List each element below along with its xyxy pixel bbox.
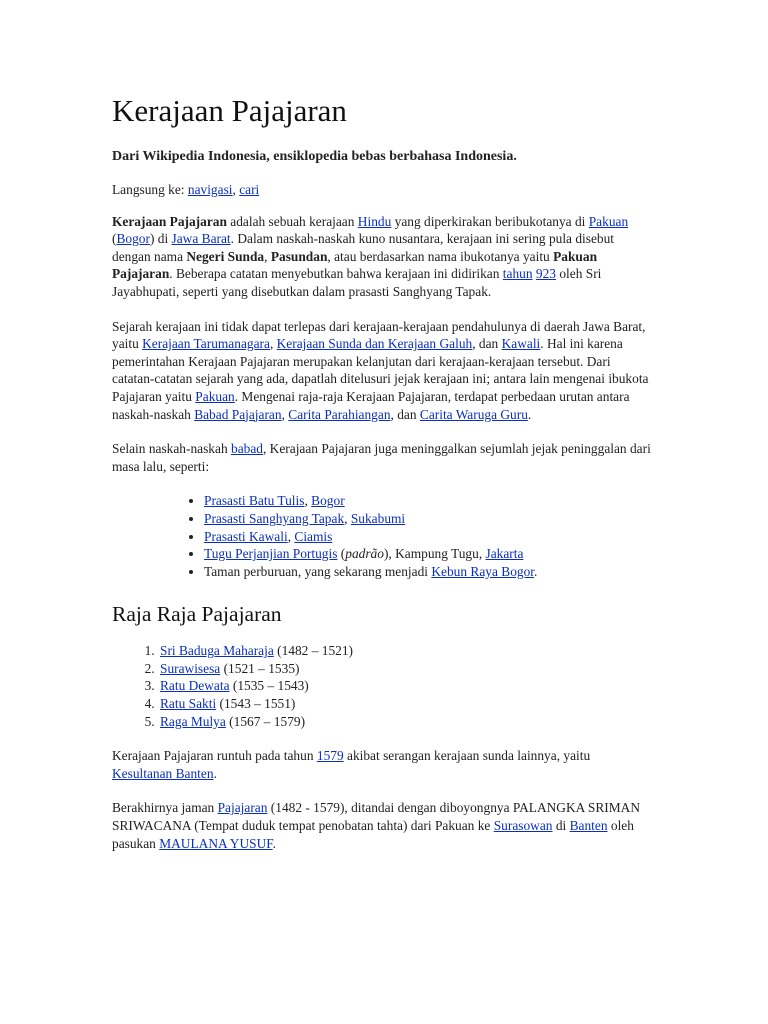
- years: (1543 – 1551): [216, 696, 296, 712]
- list-item: [158, 660, 652, 678]
- text: ,: [281, 406, 289, 422]
- text: .: [527, 406, 532, 422]
- text: , dan: [472, 336, 502, 352]
- link-maulana-yusuf[interactable]: MAULANA YUSUF: [159, 835, 273, 851]
- link-kerajaan-sunda-galuh[interactable]: Kerajaan Sunda dan Kerajaan Galuh: [276, 336, 473, 352]
- text: ,: [264, 248, 271, 264]
- text: . Dalam naskah-naskah kuno nusantara, kerajaan ini sering pula disebut dengan nama: [112, 231, 615, 264]
- jump-to-line: [112, 181, 652, 199]
- bold-term: Pakuan Pajajaran: [112, 248, 598, 282]
- link-pakuan[interactable]: Pakuan: [195, 388, 235, 404]
- link-bogor[interactable]: Bogor: [311, 493, 345, 509]
- list-item: [204, 545, 652, 563]
- link-jawa-barat[interactable]: Jawa Barat: [171, 231, 231, 247]
- text: .: [534, 563, 538, 579]
- text: . Mengenai raja-raja Kerajaan Pajajaran, terdapat perbedaan urutan antara naskah-naskah: [112, 388, 630, 422]
- search-link[interactable]: cari: [239, 182, 260, 197]
- link-bogor[interactable]: Bogor: [116, 231, 150, 247]
- text: ) di: [149, 231, 172, 247]
- link-sri-baduga-maharaja[interactable]: Sri Baduga Maharaja: [160, 643, 274, 659]
- relics-list: [112, 492, 652, 580]
- link-pajajaran[interactable]: Pajajaran: [217, 800, 268, 816]
- relics-paragraph: [112, 440, 652, 475]
- text: Kerajaan Pajajaran runtuh pada tahun: [112, 748, 317, 764]
- link-tugu-perjanjian-portugis[interactable]: Tugu Perjanjian Portugis: [204, 546, 338, 562]
- link-tahun[interactable]: tahun: [502, 266, 533, 282]
- text: yang diperkirakan beribukotanya di: [391, 213, 589, 229]
- text: Taman perburuan, yang sekarang menjadi: [204, 563, 432, 579]
- text: . Hal ini karena pemerintahan Kerajaan Pajajaran merupakan kelanjutan dari kerajaan-kerajaan tersebut. Dari catatan-catatan sejarah yang ada, dapatlah ditelusuri jejak kerajaan ini; antara lain mengenai ibukota Pajajaran yaitu: [112, 336, 649, 404]
- text: ,: [269, 336, 277, 352]
- link-ciamis[interactable]: Ciamis: [294, 528, 333, 544]
- text: adalah sebuah kerajaan: [226, 213, 358, 229]
- kings-list: [112, 642, 652, 730]
- text: , dan: [390, 406, 420, 422]
- text: ,: [344, 510, 351, 526]
- bold-term: Kerajaan Pajajaran: [112, 213, 227, 229]
- text: Berakhirnya jaman: [112, 800, 218, 816]
- link-ratu-sakti[interactable]: Ratu Sakti: [160, 696, 217, 712]
- text: (: [112, 231, 117, 247]
- years: (1521 – 1535): [220, 660, 300, 676]
- link-carita-parahiangan[interactable]: Carita Parahiangan: [288, 406, 391, 422]
- text: .: [213, 765, 217, 781]
- link-prasasti-batu-tulis[interactable]: Prasasti Batu Tulis: [204, 493, 305, 509]
- link-carita-waruga-guru[interactable]: Carita Waruga Guru: [419, 406, 528, 422]
- text: ,: [304, 493, 312, 509]
- link-babad[interactable]: babad: [231, 441, 263, 457]
- text: oleh pasukan: [112, 818, 634, 851]
- years: (1535 – 1543): [229, 678, 309, 694]
- link-jakarta[interactable]: Jakarta: [485, 546, 524, 562]
- text: Sejarah kerajaan ini tidak dapat terlepas dari kerajaan-kerajaan pendahulunya di daerah Jawa Barat, yaitu: [112, 318, 646, 352]
- list-item: [158, 642, 652, 660]
- page-title: Kerajaan Pajajaran: [112, 93, 347, 128]
- text: akibat serangan kerajaan sunda lainnya, yaitu: [343, 748, 591, 764]
- separator: ,: [232, 182, 240, 197]
- link-babad-pajajaran[interactable]: Babad Pajajaran: [194, 406, 282, 422]
- list-item: [204, 563, 652, 581]
- link-banten[interactable]: Banten: [569, 818, 608, 834]
- bold-term: Negeri Sunda: [186, 248, 265, 264]
- text: . Beberapa catatan menyebutkan bahwa kerajaan ini didirikan: [169, 266, 503, 282]
- list-item: [204, 510, 652, 528]
- text: di: [552, 818, 570, 834]
- site-tagline: Dari Wikipedia Indonesia, ensiklopedia bebas berbahasa Indonesia.: [112, 149, 517, 164]
- link-1579[interactable]: 1579: [316, 748, 344, 764]
- text: ), Kampung Tugu,: [383, 546, 486, 562]
- link-raga-mulya[interactable]: Raga Mulya: [160, 713, 226, 729]
- link-kawali[interactable]: Kawali: [501, 336, 541, 352]
- link-kerajaan-tarumanagara[interactable]: Kerajaan Tarumanagara: [142, 336, 270, 352]
- link-923[interactable]: 923: [535, 266, 556, 282]
- text: ,: [287, 528, 295, 544]
- text: , Kerajaan Pajajaran juga meninggalkan sejumlah jejak peninggalan dari masa lalu, seperti:: [112, 441, 651, 474]
- end-paragraph: [112, 799, 652, 852]
- fall-paragraph: [112, 747, 652, 782]
- history-paragraph: [112, 318, 652, 424]
- link-surawisesa[interactable]: Surawisesa: [160, 660, 221, 676]
- text: (1482 - 1579), ditandai dengan diboyongnya PALANGKA SRIMAN SRIWACANA (Tempat duduk tempat penobatan tahta) dari Pakuan ke: [112, 800, 640, 834]
- link-prasasti-kawali[interactable]: Prasasti Kawali: [204, 528, 288, 544]
- list-item: [158, 677, 652, 695]
- link-pakuan[interactable]: Pakuan: [588, 213, 629, 229]
- text: (: [337, 546, 346, 562]
- navigation-link[interactable]: navigasi: [187, 182, 233, 197]
- link-ratu-dewata[interactable]: Ratu Dewata: [160, 678, 230, 694]
- text: oleh Sri Jayabhupati, seperti yang disebutkan dalam prasasti Sanghyang Tapak.: [112, 266, 602, 299]
- list-item: [204, 528, 652, 546]
- link-sukabumi[interactable]: Sukabumi: [350, 510, 406, 526]
- text: , atau berdasarkan nama ibukotanya yaitu: [327, 248, 554, 264]
- jump-prefix: Langsung ke:: [112, 182, 188, 197]
- text: .: [272, 835, 276, 851]
- list-item: [158, 695, 652, 713]
- years: (1482 – 1521): [273, 643, 354, 659]
- link-prasasti-sanghyang-tapak[interactable]: Prasasti Sanghyang Tapak: [204, 510, 345, 526]
- italic-term: padrão: [345, 546, 384, 562]
- link-hindu[interactable]: Hindu: [357, 213, 392, 229]
- link-surasowan[interactable]: Surasowan: [493, 818, 553, 834]
- link-kesultanan-banten[interactable]: Kesultanan Banten: [112, 765, 214, 781]
- bold-term: Pasundan: [270, 248, 328, 264]
- list-item: [158, 713, 652, 731]
- article-content: [112, 92, 652, 852]
- link-kebun-raya-bogor[interactable]: Kebun Raya Bogor: [431, 563, 535, 579]
- text: Selain naskah-naskah: [112, 441, 231, 457]
- years: (1567 – 1579): [225, 713, 306, 729]
- list-item: [204, 492, 652, 510]
- intro-paragraph: [112, 213, 652, 301]
- section-heading: Raja Raja Pajajaran: [112, 602, 282, 627]
